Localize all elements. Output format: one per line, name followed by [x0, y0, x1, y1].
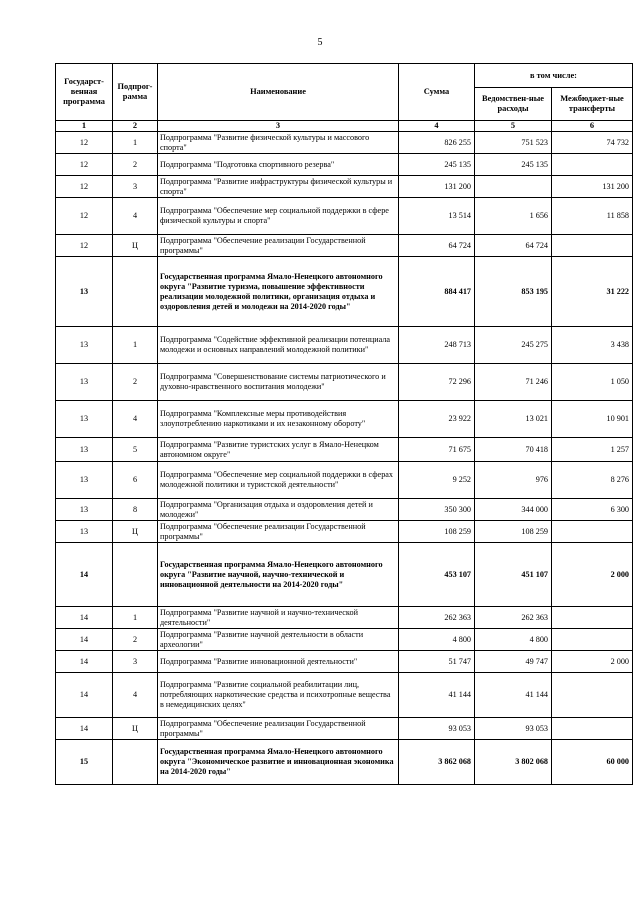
name-cell: Подпрограмма "Комплексные меры противодействия злоупотреблению наркотиками и их незаконному обороту" [158, 401, 399, 438]
name-cell: Подпрограмма "Развитие туристских услуг в Ямало-Ненецком автономном округе" [158, 438, 399, 462]
gp-cell: 12 [56, 132, 113, 154]
table-row [56, 740, 633, 785]
column-number: 1 [56, 121, 113, 132]
transfers-cell: 3 438 [552, 327, 633, 364]
gp-cell: 12 [56, 235, 113, 257]
gp-cell: 13 [56, 327, 113, 364]
pp-cell: 4 [113, 673, 158, 718]
transfers-cell: 1 050 [552, 364, 633, 401]
name-cell: Подпрограмма "Обеспечение реализации Государственной программы" [158, 521, 399, 543]
transfers-cell [552, 629, 633, 651]
gp-cell: 14 [56, 718, 113, 740]
table-row [56, 499, 633, 521]
sum-cell: 93 053 [399, 718, 475, 740]
table-row [56, 327, 633, 364]
transfers-cell [552, 718, 633, 740]
gp-cell: 13 [56, 438, 113, 462]
pp-cell: 5 [113, 438, 158, 462]
gp-cell: 15 [56, 740, 113, 785]
page-number: 5 [317, 37, 323, 48]
dept-cell: 853 195 [475, 257, 552, 327]
gp-cell: 13 [56, 401, 113, 438]
gp-cell: 12 [56, 198, 113, 235]
sum-cell: 826 255 [399, 132, 475, 154]
table-row [56, 521, 633, 543]
name-cell: Подпрограмма "Развитие социальной реабилитации лиц, потребляющих наркотические средства и психотропные вещества в немедицинских целях" [158, 673, 399, 718]
name-cell: Подпрограмма "Организация отдыха и оздоровления детей и молодежи" [158, 499, 399, 521]
table-row [56, 673, 633, 718]
header-sum: Сумма [399, 64, 475, 121]
table-row [56, 543, 633, 607]
dept-cell: 49 747 [475, 651, 552, 673]
pp-cell [113, 740, 158, 785]
sum-cell: 884 417 [399, 257, 475, 327]
table-row [56, 198, 633, 235]
gp-cell: 14 [56, 651, 113, 673]
column-number: 2 [113, 121, 158, 132]
name-cell: Подпрограмма "Развитие научной деятельности в области археологии" [158, 629, 399, 651]
transfers-cell: 10 901 [552, 401, 633, 438]
column-number: 6 [552, 121, 633, 132]
dept-cell: 451 107 [475, 543, 552, 607]
sum-cell: 453 107 [399, 543, 475, 607]
sum-cell: 41 144 [399, 673, 475, 718]
pp-cell: 4 [113, 401, 158, 438]
column-number: 4 [399, 121, 475, 132]
name-cell: Подпрограмма "Обеспечение мер социальной поддержки в сферах молодежной политики и туристской деятельности" [158, 462, 399, 499]
sum-cell: 23 922 [399, 401, 475, 438]
transfers-cell: 2 000 [552, 651, 633, 673]
column-number: 5 [475, 121, 552, 132]
table-row [56, 401, 633, 438]
table-row [56, 629, 633, 651]
dept-cell: 344 000 [475, 499, 552, 521]
transfers-cell: 31 222 [552, 257, 633, 327]
transfers-cell: 60 000 [552, 740, 633, 785]
sum-cell: 9 252 [399, 462, 475, 499]
dept-cell: 245 275 [475, 327, 552, 364]
sum-cell: 51 747 [399, 651, 475, 673]
name-cell: Государственная программа Ямало-Ненецкого автономного округа "Развитие научной, научно-технической и инновационной деятельности на 2014-2020 годы" [158, 543, 399, 607]
table-row [56, 651, 633, 673]
dept-cell: 71 246 [475, 364, 552, 401]
header-including: в том числе: [475, 64, 633, 88]
sum-cell: 13 514 [399, 198, 475, 235]
pp-cell: 1 [113, 607, 158, 629]
name-cell: Подпрограмма "Обеспечение реализации Государственной программы" [158, 718, 399, 740]
pp-cell: 3 [113, 176, 158, 198]
gp-cell: 14 [56, 543, 113, 607]
sum-cell: 108 259 [399, 521, 475, 543]
sum-cell: 4 800 [399, 629, 475, 651]
sum-cell: 350 300 [399, 499, 475, 521]
table-row [56, 235, 633, 257]
dept-cell: 245 135 [475, 154, 552, 176]
pp-cell: 8 [113, 499, 158, 521]
transfers-cell: 1 257 [552, 438, 633, 462]
transfers-cell: 2 000 [552, 543, 633, 607]
dept-cell: 70 418 [475, 438, 552, 462]
header-name: Наименование [158, 64, 399, 121]
name-cell: Подпрограмма "Развитие инновационной деятельности" [158, 651, 399, 673]
transfers-cell: 6 300 [552, 499, 633, 521]
sum-cell: 72 296 [399, 364, 475, 401]
dept-cell: 976 [475, 462, 552, 499]
table-row [56, 132, 633, 154]
sum-cell: 245 135 [399, 154, 475, 176]
transfers-cell: 74 732 [552, 132, 633, 154]
sum-cell: 248 713 [399, 327, 475, 364]
dept-cell: 1 656 [475, 198, 552, 235]
dept-cell: 108 259 [475, 521, 552, 543]
transfers-cell [552, 235, 633, 257]
pp-cell: 2 [113, 364, 158, 401]
dept-cell: 4 800 [475, 629, 552, 651]
pp-cell: 1 [113, 327, 158, 364]
table-row [56, 718, 633, 740]
header-transfers: Межбюджет-ные трансферты [552, 88, 633, 121]
name-cell: Государственная программа Ямало-Ненецкого автономного округа "Развитие туризма, повышение эффективности реализации молодежной политики, организация отдыха и оздоровления детей и молодежи на 2014-2020 годы" [158, 257, 399, 327]
gp-cell: 14 [56, 673, 113, 718]
gp-cell: 12 [56, 154, 113, 176]
transfers-cell: 8 276 [552, 462, 633, 499]
pp-cell: 2 [113, 629, 158, 651]
sum-cell: 131 200 [399, 176, 475, 198]
sum-cell: 3 862 068 [399, 740, 475, 785]
table-row [56, 438, 633, 462]
sum-cell: 262 363 [399, 607, 475, 629]
dept-cell: 64 724 [475, 235, 552, 257]
column-numbers-row [56, 121, 633, 132]
budget-table [55, 63, 633, 785]
name-cell: Государственная программа Ямало-Ненецкого автономного округа "Экономическое развитие и инновационная экономика на 2014-2020 годы" [158, 740, 399, 785]
gp-cell: 12 [56, 176, 113, 198]
header-gp: Государст-венная программа [56, 64, 113, 121]
pp-cell: 2 [113, 154, 158, 176]
dept-cell: 751 523 [475, 132, 552, 154]
transfers-cell: 11 858 [552, 198, 633, 235]
sum-cell: 64 724 [399, 235, 475, 257]
gp-cell: 13 [56, 499, 113, 521]
pp-cell: 6 [113, 462, 158, 499]
name-cell: Подпрограмма "Развитие научной и научно-технической деятельности" [158, 607, 399, 629]
header-dept: Ведомствен-ные расходы [475, 88, 552, 121]
pp-cell [113, 543, 158, 607]
table-row [56, 176, 633, 198]
gp-cell: 14 [56, 629, 113, 651]
transfers-cell: 131 200 [552, 176, 633, 198]
pp-cell: 3 [113, 651, 158, 673]
pp-cell: 1 [113, 132, 158, 154]
table-row [56, 364, 633, 401]
pp-cell: Ц [113, 235, 158, 257]
name-cell: Подпрограмма "Совершенствование системы патриотического и духовно-нравственного воспитания молодежи" [158, 364, 399, 401]
gp-cell: 13 [56, 364, 113, 401]
pp-cell [113, 257, 158, 327]
transfers-cell [552, 521, 633, 543]
header-pp: Подпрог-рамма [113, 64, 158, 121]
table-row [56, 607, 633, 629]
pp-cell: 4 [113, 198, 158, 235]
name-cell: Подпрограмма "Развитие физической культуры и массового спорта" [158, 132, 399, 154]
name-cell: Подпрограмма "Развитие инфраструктуры физической культуры и спорта" [158, 176, 399, 198]
gp-cell: 14 [56, 607, 113, 629]
column-number: 3 [158, 121, 399, 132]
gp-cell: 13 [56, 257, 113, 327]
transfers-cell [552, 607, 633, 629]
table-row [56, 462, 633, 499]
table-body [56, 132, 633, 785]
dept-cell: 93 053 [475, 718, 552, 740]
dept-cell: 3 802 068 [475, 740, 552, 785]
table-row [56, 154, 633, 176]
dept-cell: 41 144 [475, 673, 552, 718]
transfers-cell [552, 673, 633, 718]
transfers-cell [552, 154, 633, 176]
name-cell: Подпрограмма "Подготовка спортивного резерва" [158, 154, 399, 176]
gp-cell: 13 [56, 462, 113, 499]
name-cell: Подпрограмма "Содействие эффективной реализации потенциала молодежи и основных направлений молодежной политики" [158, 327, 399, 364]
name-cell: Подпрограмма "Обеспечение мер социальной поддержки в сфере физической культуры и спорта" [158, 198, 399, 235]
name-cell: Подпрограмма "Обеспечение реализации Государственной программы" [158, 235, 399, 257]
sum-cell: 71 675 [399, 438, 475, 462]
gp-cell: 13 [56, 521, 113, 543]
pp-cell: Ц [113, 521, 158, 543]
pp-cell: Ц [113, 718, 158, 740]
dept-cell: 262 363 [475, 607, 552, 629]
dept-cell: 13 021 [475, 401, 552, 438]
dept-cell [475, 176, 552, 198]
table-row [56, 257, 633, 327]
